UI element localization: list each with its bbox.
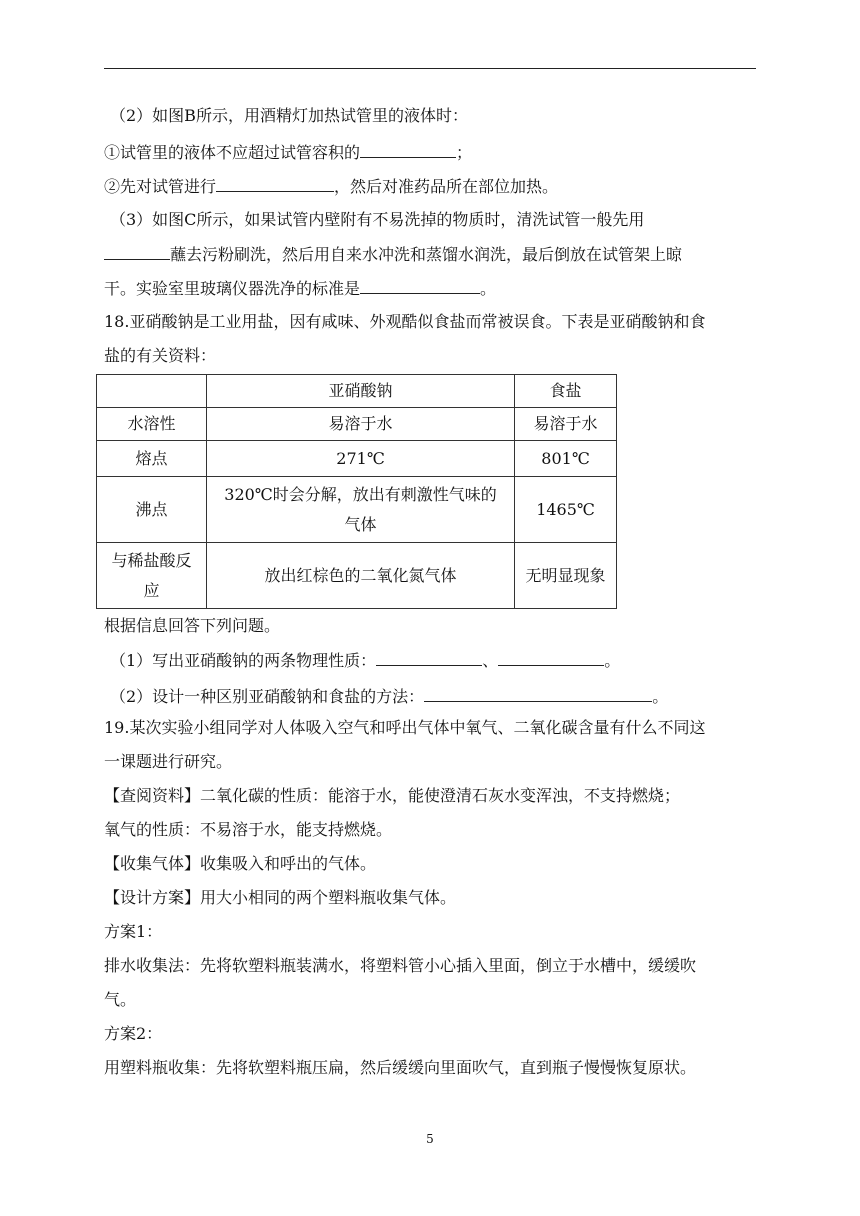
table-cell: 271℃ [207,441,515,477]
answer-blank[interactable] [360,278,480,294]
q19-stem-line1: 19.某次实验小组同学对人体吸入空气和呼出气体中氧气、二氧化碳含量有什么不同这 [104,718,706,737]
q17-part3-line2: 蘸去污粉刷洗，然后用自来水冲洗和蒸馏水润洗，最后倒放在试管架上晾 [104,244,682,265]
q19-stem-line2: 一课题进行研究。 [104,752,233,771]
table-cell: 水溶性 [97,408,207,441]
q19-reference-o2: 氧气的性质：不易溶于水，能支持燃烧。 [104,820,393,839]
table-cell: 易溶于水 [207,408,515,441]
q19-plan1-line1: 排水收集法：先将软塑料瓶装满水，将塑料管小心插入里面，倒立于水槽中，缓缓吹 [104,956,697,975]
answer-blank[interactable] [424,686,652,702]
q19-collect: 【收集气体】收集吸入和呼出的气体。 [104,854,377,873]
q19-plan2-title: 方案2： [104,1024,163,1043]
q18-question1: （1）写出亚硝酸钠的两条物理性质： 、 。 [110,651,621,670]
q18-stem-line1: 18.亚硝酸钠是工业用盐，因有咸味、外观酷似食盐而常被误食。下表是亚硝酸钠和食 [104,312,706,331]
table-cell: 熔点 [97,441,207,477]
table-cell: 801℃ [515,441,617,477]
q17-part2-item1: ①试管里的液体不应超过试管容积的 ； [104,143,473,162]
q18-after-table: 根据信息回答下列问题。 [104,616,281,635]
section-label: 【设计方案】 [104,888,201,907]
table-header-cell: 食盐 [515,375,617,408]
table-row [97,543,617,609]
table-cell: 与稀盐酸反 应 [97,543,207,609]
q19-plan2-line1: 用塑料瓶收集：先将软塑料瓶压扁，然后缓缓向里面吹气，直到瓶子慢慢恢复原状。 [104,1058,697,1077]
header-rule [104,68,756,69]
table-row [97,477,617,543]
table-header-cell [97,375,207,408]
q19-plan1-line2: 气。 [104,990,137,1009]
page-number: 5 [426,1132,434,1146]
answer-blank[interactable] [376,650,482,666]
table-header-row [97,375,617,408]
table-cell: 放出红棕色的二氧化氮气体 [207,543,515,609]
q19-reference: 【查阅资料】二氧化碳的性质：能溶于水，能使澄清石灰水变浑浊，不支持燃烧； [104,786,681,805]
comparison-table [96,374,617,609]
table-cell: 易溶于水 [515,408,617,441]
q18-stem-line2: 盐的有关资料： [104,346,217,365]
table-cell: 沸点 [97,477,207,543]
answer-blank[interactable] [216,176,334,192]
table-row [97,408,617,441]
table-header-cell: 亚硝酸钠 [207,375,515,408]
answer-blank[interactable] [104,244,170,260]
table-cell: 1465℃ [515,477,617,543]
answer-blank[interactable] [360,142,456,158]
q18-question2: （2）设计一种区别亚硝酸钠和食盐的方法： 。 [110,687,669,706]
q17-part2-item2: ②先对试管进行 ，然后对准药品所在部位加热。 [104,177,559,196]
table-row [97,441,617,477]
table-cell: 无明显现象 [515,543,617,609]
section-label: 【查阅资料】 [104,786,201,805]
q19-design: 【设计方案】用大小相同的两个塑料瓶收集气体。 [104,888,457,907]
q17-part2-intro: （2）如图B所示，用酒精灯加热试管里的液体时： [110,106,468,125]
q19-plan1-title: 方案1： [104,922,163,941]
q17-part3-line1: （3）如图C所示，如果试管内壁附有不易洗掉的物质时，清洗试管一般先用 [110,210,645,229]
answer-blank[interactable] [498,650,604,666]
section-label: 【收集气体】 [104,854,201,873]
q17-part3-line3: 干。实验室里玻璃仪器洗净的标准是 。 [104,279,497,298]
table-cell: 320℃时会分解，放出有刺激性气味的 气体 [207,477,515,543]
